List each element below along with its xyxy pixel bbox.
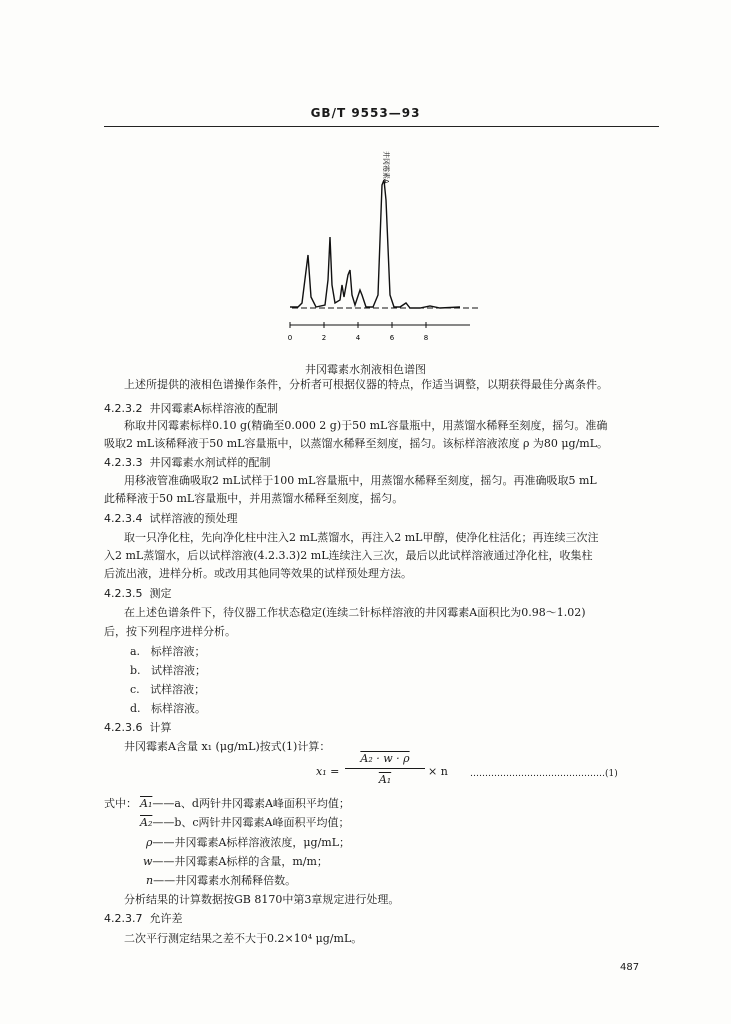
- paragraph: 井冈霉素A含量 x₁ (μg/mL)按式(1)计算：: [124, 740, 331, 753]
- section-number: 4.2.3.7: [104, 912, 143, 925]
- where-text: ——井冈霉素A标样的含量，m/m；: [152, 855, 328, 868]
- paragraph: 上述所提供的液相色谱操作条件，分析者可根据仪器的特点，作适当调整，以期获得最佳分离条件。: [124, 378, 608, 391]
- section-heading: [104, 912, 182, 926]
- numerator-text: A₂ · w · ρ: [360, 752, 410, 765]
- list-text: 标样溶液。: [151, 702, 207, 715]
- section-number: 4.2.3.6: [104, 721, 143, 734]
- denominator-text: A₁: [378, 773, 392, 786]
- fraction-bar: [345, 768, 425, 769]
- section-title: 井冈霉素A标样溶液的配制: [149, 402, 279, 415]
- list-text: 试样溶液；: [151, 664, 207, 677]
- paragraph: 后，按下列程序进样分析。: [104, 625, 236, 638]
- equation-numerator: [345, 752, 425, 765]
- chromatogram-caption: 井冈霉素水剂液相色谱图: [305, 363, 426, 376]
- section-heading: [104, 402, 278, 416]
- where-symbol: ρ: [146, 836, 153, 849]
- paragraph: 分析结果的计算数据按GB 8170中第3章规定进行处理。: [124, 893, 400, 906]
- tick-label: 2: [321, 334, 327, 342]
- paragraph: 二次平行测定结果之差不大于0.2×10⁴ μg/mL。: [124, 932, 363, 945]
- list-text: 试样溶液；: [150, 683, 206, 696]
- where-item: [140, 816, 350, 830]
- where-text: ——a、d两针井冈霉素A峰面积平均值；: [152, 797, 350, 810]
- list-item: [130, 664, 206, 678]
- equation-lhs: x₁ =: [316, 765, 340, 778]
- list-mark: b.: [130, 664, 141, 677]
- section-number: 4.2.3.4: [104, 512, 143, 525]
- where-text: ——井冈霉素水剂稀释倍数。: [153, 874, 297, 887]
- list-mark: d.: [130, 702, 141, 715]
- where-item: [140, 797, 350, 811]
- section-heading: [104, 587, 171, 601]
- tick-label: 8: [423, 334, 429, 342]
- where-text: ——b、c两针井冈霉素A峰面积平均值；: [152, 816, 350, 829]
- section-number: 4.2.3.5: [104, 587, 143, 600]
- list-text: 标样溶液；: [150, 645, 206, 658]
- list-item: [130, 645, 206, 659]
- section-title: 试样溶液的预处理: [149, 512, 238, 525]
- tick-label: 4: [355, 334, 361, 342]
- equation-rhs: × n: [428, 765, 448, 778]
- where-symbol: w: [143, 855, 153, 868]
- list-mark: a.: [130, 645, 141, 658]
- paragraph: 在上述色谱条件下，待仪器工作状态稳定(连续二针标样溶液的井冈霉素A面积比为0.98～1.02): [124, 606, 586, 619]
- equation-denominator: [345, 773, 425, 786]
- where-item: [143, 855, 328, 869]
- where-text: ——井冈霉素A标样溶液浓度，μg/mL；: [152, 836, 351, 849]
- tick-label: 0: [287, 334, 293, 342]
- where-item: [146, 836, 350, 850]
- where-label: 式中：: [104, 797, 137, 810]
- paragraph: 取一只净化柱，先向净化柱中注入2 mL蒸馏水，再注入2 mL甲醇，使净化柱活化；再连续三次注: [124, 531, 599, 544]
- section-heading: [104, 456, 270, 470]
- list-item: [130, 683, 205, 697]
- equation-number: ………………………………………(1): [470, 769, 618, 779]
- peak-label: 井冈霉素A: [382, 151, 390, 184]
- paragraph: 此稀释液于50 mL容量瓶中，并用蒸馏水稀释至刻度，摇匀。: [104, 492, 404, 505]
- section-title: 测定: [149, 587, 172, 600]
- section-title: 井冈霉素水剂试样的配制: [149, 456, 271, 469]
- section-title: 计算: [149, 721, 172, 734]
- paragraph: 吸取2 mL该稀释液于50 mL容量瓶中，以蒸馏水稀释至刻度，摇匀。该标样溶液浓度 ρ 为80 μg/mL。: [104, 437, 609, 450]
- tick-label: 6: [389, 334, 395, 342]
- where-item: [146, 874, 296, 888]
- chromatogram: [270, 145, 510, 345]
- section-heading: [104, 512, 237, 526]
- where-symbol: A₂: [140, 816, 153, 829]
- chromatogram-trace: [290, 180, 460, 308]
- paragraph: 入2 mL蒸馏水，后以试样溶液(4.2.3.3)2 mL连续注入三次，最后以此试样溶液通过净化柱，收集柱: [104, 549, 593, 562]
- section-number: 4.2.3.3: [104, 456, 143, 469]
- list-mark: c.: [130, 683, 140, 696]
- section-number: 4.2.3.2: [104, 402, 143, 415]
- header-rule: [104, 126, 659, 127]
- paragraph: 称取井冈霉素标样0.10 g(精确至0.000 2 g)于50 mL容量瓶中，用蒸馏水稀释至刻度，摇匀。准确: [124, 419, 608, 432]
- where-symbol: n: [146, 874, 154, 887]
- page-number: 487: [620, 962, 640, 973]
- list-item: [130, 702, 206, 716]
- paragraph: 后流出液，进样分析。或改用其他同等效果的试样预处理方法。: [104, 567, 412, 580]
- paragraph: 用移液管准确吸取2 mL试样于100 mL容量瓶中，用蒸馏水稀释至刻度，摇匀。再准确吸取5 mL: [124, 474, 597, 487]
- section-title: 允许差: [149, 912, 183, 925]
- section-heading: [104, 721, 171, 735]
- where-symbol: A₁: [140, 797, 153, 810]
- header-title: GB/T 9553—93: [310, 106, 421, 120]
